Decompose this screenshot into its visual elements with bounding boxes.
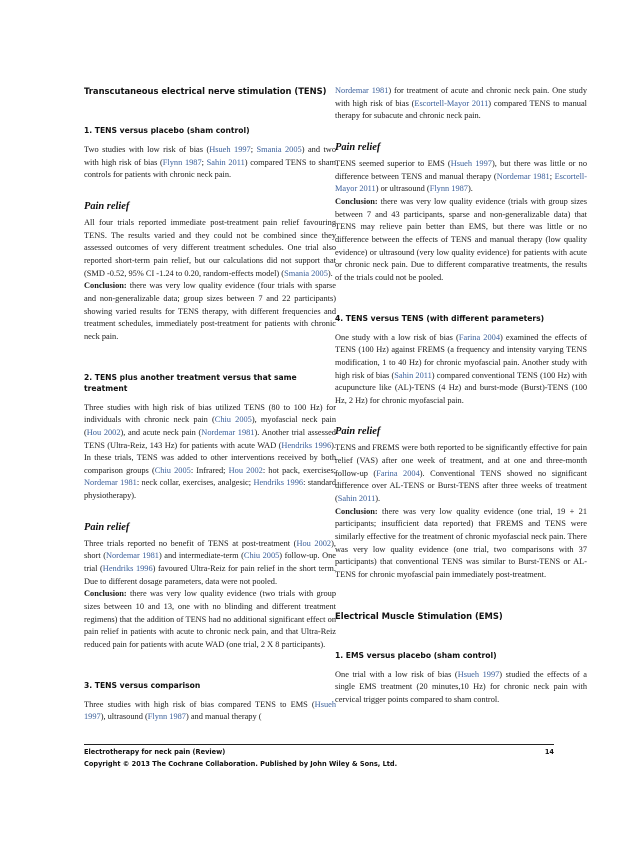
citation-link[interactable]: Sahin 2011	[337, 494, 376, 504]
text-run: ;	[201, 157, 207, 167]
text-run: ), and acute neck pain (	[120, 427, 202, 437]
subsection-title-tens-vs-tens: 4. TENS versus TENS (with different parameters)	[335, 313, 545, 323]
citation-link[interactable]: Hsueh 1997	[84, 699, 336, 722]
text-run: ) examined the effects of TENS (100 Hz) against FREMS (a frequency and intensity varying TENS modification, 1 to 40 Hz) for chronic myofascial pain. Another study with high risk of bias (	[335, 332, 587, 380]
paragraph-conclusion-1	[84, 280, 336, 343]
citation-link[interactable]: Hou 2002	[86, 427, 121, 437]
citation-link[interactable]: Sahin 2011	[206, 157, 245, 167]
text-run: ), but there was little or no difference between TENS and manual therapy (	[335, 158, 588, 181]
paragraph-tens-vs-placebo	[84, 144, 336, 182]
text-run: ).	[327, 268, 333, 278]
text-run: Three trials reported no benefit of TENS at post-treatment (	[84, 538, 297, 548]
text-run: ), myofascial neck pain (	[84, 415, 336, 437]
paragraph-tens-plus-treatment	[84, 402, 336, 503]
subsection-title-tens-plus-treatment: 2. TENS plus another treatment versus that same treatment	[84, 372, 297, 393]
text-run: ;	[549, 171, 555, 181]
citation-link[interactable]: Flynn 1987	[162, 157, 202, 167]
citation-link[interactable]: Chiu 2005	[243, 551, 280, 561]
paragraph-conclusion-3	[335, 196, 587, 285]
text-run: : Infrared;	[190, 465, 229, 475]
text-run: there was very low quality evidence (two trials with group sizes between 10 and 13, one with no blinding and different treatment regimens) that the addition of TENS had no additional significant effect on pain relief in patients with acute to chronic neck pain, and that Ultra-Reiz reduced pain for patients with acute WAD (one trial, 2 X 8 participants).	[84, 589, 336, 650]
section-title-tens: Transcutaneous electrical nerve stimulation (TENS)	[84, 86, 327, 96]
text-run: TENS and FREMS were both reported to be significantly effective for pain relief (VAS) after one week of treatment, and at one and three-month follow-up (	[335, 443, 587, 478]
text-run: : standard physiotherapy).	[84, 478, 336, 501]
page-number: 14	[544, 748, 554, 756]
citation-link[interactable]: Farina 2004	[458, 332, 500, 342]
text-run: One study with a low risk of bias (	[335, 332, 459, 342]
text-run: ) and manual therapy (	[185, 712, 262, 722]
text-run: ) and intermediate-term (	[158, 551, 244, 561]
subsection-title-ems-vs-placebo: 1. EMS versus placebo (sham control)	[335, 650, 497, 660]
text-run: ). Conventional TENS showed no significant difference over AL-TENS or Burst-TENS after three weeks of treatment (	[335, 468, 587, 504]
pain-relief-heading: Pain relief	[84, 521, 130, 533]
citation-link[interactable]: Nordemar 1981	[84, 478, 137, 488]
text-run: ) compared TENS to manual therapy for subacute and chronic neck pain.	[335, 98, 587, 121]
left-column	[84, 85, 336, 724]
citation-link[interactable]: Farina 2004	[376, 468, 420, 478]
text-run: ) and two with high risk of bias (	[84, 145, 336, 167]
citation-link[interactable]: Hsueh 1997	[450, 158, 492, 168]
footer-copyright: Copyright © 2013 The Cochrane Collaboration. Published by John Wiley & Sons, Ltd.	[84, 760, 398, 768]
text-run: ;	[250, 145, 257, 154]
paragraph-tens-vs-comparison	[84, 699, 336, 724]
citation-link[interactable]: Hendriks 1996	[281, 440, 332, 450]
text-run: TENS seemed superior to EMS (	[335, 158, 451, 168]
text-run: Two studies with low risk of bias (	[84, 145, 210, 154]
paragraph-pain-relief-1	[84, 217, 336, 280]
text-run: ) favoured Ultra-Reiz for pain relief in the short term. Due to different dosage parameters, data were not pooled.	[84, 564, 336, 586]
pain-relief-heading: Pain relief	[335, 426, 381, 438]
citation-link[interactable]: Hendriks 1996	[253, 478, 304, 488]
citation-link[interactable]: Hsueh 1997	[457, 669, 500, 679]
footer-divider	[84, 744, 554, 745]
footer-title: Electrotherapy for neck pain (Review)	[84, 748, 226, 756]
text-run: : hot pack, exercises;	[262, 465, 337, 475]
text-run: there was very low quality evidence (one trial, 19 + 21 participants; insufficient data reported) that FREMS and TENS were similarly effective for the treatment of chronic myofascial neck pain. There was very low quality evidence (one trial, two comparisons with 37 participants) that conventional TENS was similar to Burst-TENS or AL-TENS for chronic myofascial pain immediately post-treatment.	[335, 506, 587, 580]
citation-link[interactable]: Smania 2005	[256, 145, 302, 154]
conclusion-label: Conclusion:	[335, 196, 378, 206]
text-run: Three studies with high risk of bias utilized TENS (80 to 100 Hz) for individuals with chronic neck pain (	[84, 402, 336, 425]
subsection-title-tens-vs-placebo: 1. TENS versus placebo (sham control)	[84, 126, 250, 135]
pain-relief-heading: Pain relief	[335, 141, 381, 153]
conclusion-label: Conclusion:	[84, 589, 127, 599]
paragraph-comparison-continued	[335, 85, 587, 123]
text-run: ) for treatment of acute and chronic neck pain. One study with high risk of bias (	[335, 86, 587, 108]
citation-link[interactable]: Smania 2005	[284, 268, 328, 278]
conclusion-label: Conclusion:	[84, 281, 127, 291]
text-run: ) follow-up. One trial (	[84, 551, 336, 574]
text-run: ).	[467, 184, 473, 194]
paragraph-pain-relief-4	[335, 442, 587, 505]
text-run: ) compared conventional TENS (100 Hz) with acupuncture like (AL)-TENS (4 Hz) and burst-mode (Burst)-TENS (100 Hz, 2 Hz) for chronic myofascial pain.	[335, 370, 587, 405]
citation-link[interactable]: Hsueh 1997	[209, 145, 251, 154]
citation-link[interactable]: Escortell-Mayor 2011	[335, 171, 587, 194]
subsection-title-tens-vs-comparison: 3. TENS versus comparison	[84, 680, 201, 690]
paragraph-conclusion-4	[335, 506, 587, 582]
citation-link[interactable]: Flynn 1987	[147, 712, 186, 722]
citation-link[interactable]: Chiu 2005	[214, 415, 252, 425]
citation-link[interactable]: Nordemar 1981	[105, 551, 159, 561]
paragraph-pain-relief-3	[335, 158, 587, 196]
citation-link[interactable]: Escortell-Mayor 2011	[414, 98, 489, 108]
citation-link[interactable]: Hendriks 1996	[102, 564, 153, 574]
text-run: ) compared TENS to sham controls for patients with chronic neck pain.	[84, 157, 336, 180]
text-run: ), ultrasound (	[100, 712, 148, 722]
text-run: ).	[375, 494, 381, 504]
text-run: All four trials reported immediate post-treatment pain relief favouring TENS. The results varied and they could not be combined since they assessed outcomes of very different treatment schedules. One trial also reported short-term pain relief, but our calculations did not support that (SMD -0.52, 95% CI -1.24 to 0.20, random-effects model) (	[84, 217, 336, 278]
text-run: ), short (	[84, 538, 336, 561]
paragraph-conclusion-2	[84, 588, 336, 651]
text-run: : neck collar, exercises, analgesic;	[136, 478, 254, 488]
citation-link[interactable]: Hou 2002	[228, 465, 263, 475]
citation-link[interactable]: Flynn 1987	[429, 184, 468, 194]
section-title-ems: Electrical Muscle Stimulation (EMS)	[335, 610, 503, 621]
page-footer	[84, 746, 554, 770]
citation-link[interactable]: Sahin 2011	[394, 370, 432, 380]
text-run: there was very low quality evidence (trials with group sizes between 7 and 43 participants, sparse and non-generalizable data) that TENS may relieve pain better than EMS, but there was little or no difference between the effects of TENS and manual therapy (low quality evidence) or ultrasound (very low quality evidence) for patients with acute or chronic neck pain. Due to different comparative treatments, the results of the trials could not be pooled.	[335, 196, 587, 282]
citation-link[interactable]: Chiu 2005	[154, 465, 191, 475]
citation-link[interactable]: Hou 2002	[296, 538, 332, 548]
text-run: ). Another trial assessed TENS (Ultra-Reiz, 143 Hz) for patients with acute WAD (	[84, 427, 336, 450]
text-run: One trial with a low risk of bias (	[335, 669, 458, 679]
pain-relief-heading: Pain relief	[84, 200, 130, 212]
text-run: there was very low quality evidence (four trials with sparse and non-generalizable data; group sizes between 7 and 22 participants) showing varied results for TENS therapy, with different frequencies and treatment schedules, immediately post-treatment for patients with chronic neck pain.	[84, 281, 336, 341]
text-run: ) studied the effects of a single EMS treatment (20 minutes,10 Hz) for chronic neck pain with cervical trigger points compared to sham control.	[335, 669, 587, 704]
right-column	[335, 85, 587, 707]
citation-link[interactable]: Nordemar 1981	[335, 86, 389, 95]
paragraph-tens-vs-tens	[335, 332, 587, 408]
text-run: ) or ultrasound (	[375, 184, 430, 194]
citation-link[interactable]: Nordemar 1981	[496, 171, 550, 181]
paragraph-pain-relief-2	[84, 538, 336, 589]
citation-link[interactable]: Nordemar 1981	[201, 427, 255, 437]
text-run: Three studies with high risk of bias compared TENS to EMS (	[84, 699, 315, 709]
conclusion-label: Conclusion:	[335, 506, 378, 516]
text-run: ). In these trials, TENS was added to other interventions received by both comparison groups (	[84, 440, 336, 475]
paragraph-ems-vs-placebo	[335, 669, 587, 707]
